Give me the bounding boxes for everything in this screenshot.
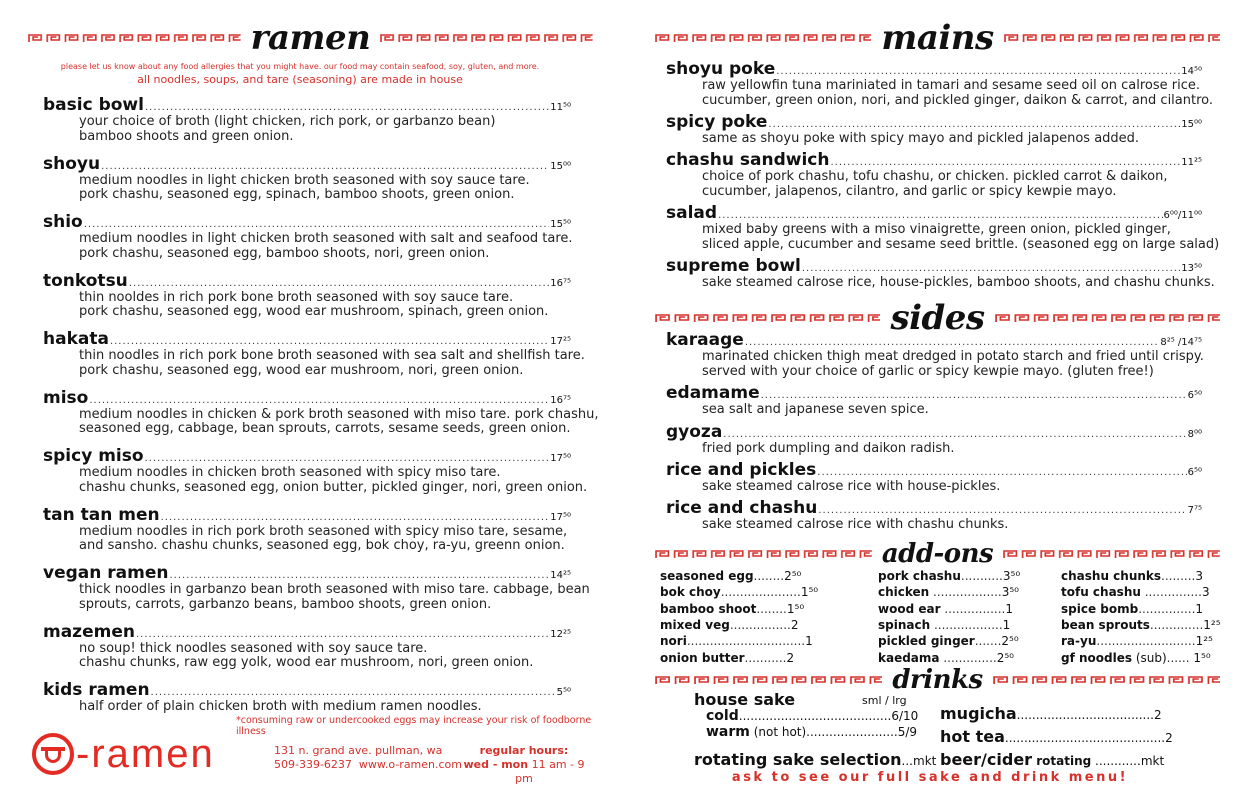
menu-item-name: basic bowl	[43, 95, 144, 115]
menu-item-description: sliced apple, cucumber and sesame seed brittle. (seasoned egg on large salad)	[702, 236, 1220, 252]
leader-dots	[129, 278, 549, 289]
menu-item-name: shoyu	[43, 153, 101, 174]
hours-label: regular hours:	[479, 744, 569, 757]
menu-item-header	[43, 95, 571, 115]
menu-item-description: cucumber, jalapenos, cilantro, and garlic or spicy kewpie mayo.	[702, 183, 1117, 199]
menu-item-name: hakata	[43, 329, 109, 349]
mains-sides-column	[620, 0, 1240, 802]
menu-item	[43, 680, 571, 715]
ramen-bowl-logo-icon	[32, 733, 74, 775]
addon-item: pork chashu...........3⁵⁰	[878, 569, 1021, 583]
menu-item-name: shio	[43, 212, 83, 232]
menu-item	[666, 330, 1202, 379]
menu-item-description: and sansho. chashu chunks, seasoned egg, bok choy, ra-yu, greenn onion.	[79, 538, 565, 553]
greek-key-border	[1004, 33, 1220, 43]
menu-item-price: 16⁷⁵	[550, 394, 571, 406]
menu-item-header	[43, 446, 571, 466]
menu-item	[666, 59, 1214, 108]
menu-item-price: 15⁵⁰	[550, 219, 571, 230]
menu-item	[666, 498, 1202, 533]
leader-dots	[776, 66, 1180, 77]
greek-key-border	[655, 313, 880, 323]
menu-item-header	[666, 150, 1202, 170]
addon-item: pickled ginger.......2⁵⁰	[878, 634, 1019, 649]
menu-item-header	[666, 203, 1202, 223]
leader-dots	[768, 119, 1180, 130]
menu-item-price: 14⁵⁰	[1181, 66, 1202, 77]
addon-item: bean sprouts..............1²⁵	[1061, 617, 1221, 632]
leader-dots	[802, 263, 1180, 274]
menu-item-name: spicy miso	[43, 446, 144, 466]
addon-item: kaedama ..............2⁵⁰	[878, 650, 1014, 665]
ramen-header	[28, 18, 593, 58]
menu-item-description: sake steamed calrose rice with house-pickles.	[702, 479, 1001, 494]
menu-item-description: thick noodles in garbanzo bean broth seasoned with miso tare. cabbage, bean	[79, 582, 590, 597]
addon-item: onion butter...........2	[660, 650, 795, 665]
leader-dots	[101, 161, 549, 172]
addon-item: mixed veg................2	[660, 617, 799, 632]
menu-item-description: medium noodles in chicken & pork broth seasoned with miso tare. pork chashu,	[79, 406, 599, 422]
addon-item: ra-yu..........................1²⁵	[1061, 634, 1213, 649]
menu-item-price: 13⁵⁰	[1181, 263, 1202, 274]
menu-item	[666, 256, 1215, 291]
leader-dots	[136, 629, 549, 640]
menu-item-price: 6⁵⁰	[1187, 390, 1202, 401]
menu-item-header	[666, 498, 1202, 518]
phone-website: 509-339-6237 www.o-ramen.com	[274, 758, 463, 771]
hours-detail: wed - mon 11 am - 9 pm	[463, 758, 585, 785]
menu-item-name: rice and pickles	[666, 460, 817, 480]
leader-dots	[161, 512, 550, 523]
menu-item	[43, 271, 571, 320]
leader-dots	[89, 395, 549, 406]
addon-item: tofu chashu ...............3	[1061, 585, 1210, 600]
menu-item-header	[43, 212, 571, 232]
menu-item-description: half order of plain chicken broth with medium ramen noodles.	[79, 699, 482, 714]
menu-item-header	[43, 680, 571, 700]
addon-item: spice bomb...............1	[1061, 601, 1204, 616]
hours-block	[462, 744, 586, 786]
menu-item-price: 11⁵⁰	[550, 102, 571, 113]
menu-item-name: chashu sandwich	[666, 150, 830, 170]
menu-item-header	[666, 460, 1202, 480]
menu-item-name: edamame	[666, 383, 760, 403]
menu-item	[666, 422, 1202, 457]
menu-item	[43, 154, 571, 203]
leader-dots	[723, 429, 1186, 440]
menu-item-header	[43, 563, 571, 583]
menu-item-description: sake steamed calrose rice, house-pickles, bamboo shoots, and chashu chunks.	[702, 275, 1215, 290]
menu-item-name: mazemen	[43, 621, 135, 642]
menu-item-description: bamboo shoots and green onion.	[79, 128, 294, 144]
greek-key-border	[655, 33, 871, 43]
mugicha-row: mugicha....................................2	[940, 704, 1162, 723]
addons-title: add-ons	[881, 539, 994, 569]
leader-dots	[830, 157, 1180, 168]
hot-tea-row: hot tea..........................................2	[940, 727, 1173, 746]
addon-item: chicken ..................3⁵⁰	[878, 585, 1019, 600]
menu-item	[43, 563, 590, 612]
ramen-title: ramen	[250, 18, 371, 58]
menu-item-name: salad	[666, 203, 718, 223]
leader-dots	[818, 505, 1186, 516]
menu-item-description: medium noodles in light chicken broth seasoned with soy sauce tare.	[79, 172, 530, 188]
sake-warm-row: warm (not hot)........................5/9	[706, 724, 918, 740]
menu-item-description: pork chashu, seasoned egg, wood ear mushroom, nori, green onion.	[79, 362, 524, 378]
menu-item	[43, 505, 571, 554]
addon-item: wood ear ................1	[878, 601, 1013, 616]
menu-item-description: marinated chicken thigh meat dredged in potato starch and fried until crispy.	[702, 349, 1204, 364]
ask-drink-menu-banner: ask to see our full sake and drink menu!	[731, 770, 1129, 785]
leader-dots	[110, 336, 549, 347]
menu-item-price: 6⁰⁰/11⁰⁰	[1163, 210, 1202, 221]
menu-item-price: 15⁰⁰	[550, 160, 571, 172]
menu-item-price: 17⁵⁰	[550, 453, 571, 464]
house-sake-label: house sake	[694, 690, 796, 709]
menu-item-description: thin nooldes in rich pork bone broth seasoned with soy sauce tare.	[79, 289, 514, 305]
menu-item-name: karaage	[666, 330, 744, 350]
leader-dots	[817, 467, 1186, 478]
addon-item: bamboo shoot........1⁵⁰	[660, 601, 805, 616]
greek-key-border	[28, 33, 241, 43]
leader-dots	[169, 570, 549, 581]
greek-key-border	[655, 549, 872, 559]
menu-item-name: vegan ramen	[43, 563, 169, 583]
menu-item-description: pork chashu, seasoned egg, wood ear mushroom, spinach, green onion.	[79, 304, 549, 319]
menu-item-description: same as shoyu poke with spicy mayo and pickled jalapenos added.	[702, 131, 1140, 146]
menu-item-description: seasoned egg, cabbage, bean sprouts, carrots, sesame seeds, green onion.	[79, 421, 571, 436]
addon-item: bok choy.....................1⁵⁰	[660, 585, 819, 600]
menu-item-name: tonkotsu	[43, 270, 128, 291]
menu-item-header	[666, 422, 1202, 442]
addon-item: spinach ..................1	[878, 617, 1011, 632]
greek-key-border	[995, 313, 1220, 323]
menu-item-header	[43, 388, 571, 408]
menu-item-name: shoyu poke	[666, 59, 776, 79]
leader-dots	[151, 687, 556, 698]
menu-item-description: cucumber, green onion, nori, and pickled ginger, daikon & carrot, and cilantro.	[702, 92, 1214, 108]
greek-key-border	[380, 33, 593, 43]
leader-dots	[145, 102, 549, 113]
menu-item-description: thin noodles in rich pork bone broth seasoned with sea salt and shellfish tare.	[79, 348, 585, 363]
house-made-notice: all noodles, soups, and tare (seasoning) are made in house	[137, 73, 463, 86]
sake-cold-row: cold........................................6/10	[706, 708, 919, 724]
menu-item-name: supreme bowl	[666, 256, 801, 276]
menu-item	[43, 446, 588, 495]
mains-title: mains	[881, 18, 994, 58]
address-block	[274, 744, 462, 772]
menu-item-description: raw yellowfin tuna mariniated in tamari and sesame seed oil on calrose rice.	[702, 78, 1201, 93]
menu-item-description: sea salt and japanese seven spice.	[702, 402, 929, 417]
menu-item	[43, 95, 571, 144]
menu-item-price: 7⁷⁵	[1187, 505, 1202, 516]
menu-item-header	[666, 112, 1202, 132]
menu-item-description: pork chashu, seasoned egg, bamboo shoots, nori, green onion.	[79, 245, 490, 261]
menu-item-description: medium noodles in rich pork broth seasoned with spicy miso tare, sesame,	[79, 523, 568, 539]
menu-item-description: fried pork dumpling and daikon radish.	[702, 441, 955, 456]
menu-item-name: miso	[43, 387, 89, 408]
menu-item-name: kids ramen	[43, 680, 150, 700]
menu-item-description: served with your choice of garlic or spicy kewpie mayo. (gluten free!)	[702, 363, 1154, 379]
menu-item-price: 5⁵⁰	[556, 687, 571, 698]
menu-item-name: spicy poke	[666, 112, 768, 132]
menu-item-description: sake steamed calrose rice with chashu chunks.	[702, 517, 1009, 532]
menu-item-price: 6⁵⁰	[1187, 467, 1202, 478]
menu-item-price: 14²⁵	[550, 570, 571, 581]
leader-dots	[718, 210, 1162, 221]
leader-dots	[761, 390, 1187, 401]
rotating-sake-row: rotating sake selection...mkt	[694, 750, 937, 769]
menu-item-header	[43, 154, 571, 174]
menu-item	[43, 622, 571, 671]
menu-item-description: medium noodles in light chicken broth seasoned with salt and seafood tare.	[79, 231, 573, 246]
sides-title: sides	[890, 298, 985, 338]
leader-dots	[84, 219, 550, 230]
addon-item: gf noodles (sub)...... 1⁵⁰	[1061, 650, 1211, 665]
street-address: 131 n. grand ave. pullman, wa	[274, 744, 443, 757]
greek-key-border	[655, 675, 882, 685]
menu-item-description: your choice of broth (light chicken, rich pork, or garbanzo bean)	[79, 114, 496, 129]
menu-item-description: sprouts, carrots, garbanzo beans, bamboo shoots, green onion.	[79, 596, 492, 612]
menu-item-price: 8²⁵ /14⁷⁵	[1160, 337, 1202, 348]
leader-dots	[145, 453, 550, 464]
greek-key-border	[993, 675, 1220, 685]
allergy-notice: please let us know about any food allergies that you might have. our food may contain seafood, soy, gluten, and more.	[60, 62, 540, 71]
menu-item-price: 12²⁵	[550, 628, 571, 640]
raw-egg-footnote: *consuming raw or undercooked eggs may increase your risk of foodborne illness	[236, 715, 592, 737]
menu-item	[666, 203, 1220, 252]
menu-item	[666, 112, 1202, 147]
menu-item-price: 17²⁵	[550, 336, 571, 347]
menu-item-header	[666, 330, 1202, 350]
menu-item-header	[666, 256, 1202, 276]
logo-text: -ramen	[76, 732, 215, 776]
addon-item: chashu chunks.........3	[1061, 569, 1204, 583]
menu-item-price: 15⁰⁰	[1181, 119, 1202, 130]
addon-item: seasoned egg........2⁵⁰	[660, 569, 802, 583]
menu-item	[43, 329, 585, 378]
menu-item-description: choice of pork chashu, tofu chashu, or chicken. pickled carrot & daikon,	[702, 169, 1168, 184]
size-label: sml / lrg	[862, 694, 907, 707]
menu-item	[666, 460, 1202, 495]
menu-item	[666, 150, 1202, 199]
menu-item-description: mixed baby greens with a miso vinaigrette, green onion, pickled ginger,	[702, 222, 1171, 237]
drinks-title: drinks	[892, 665, 983, 695]
menu-item-price: 16⁷⁵	[550, 277, 571, 289]
menu-item-header	[43, 271, 571, 291]
menu-item	[666, 383, 1202, 418]
addon-item: nori...............................1	[660, 634, 813, 649]
menu-item-header	[43, 329, 571, 349]
menu-item-description: pork chashu, seasoned egg, spinach, bamboo shoots, green onion.	[79, 187, 515, 202]
menu-item	[43, 387, 599, 437]
menu-item-description: medium noodles in chicken broth seasoned with spicy miso tare.	[79, 465, 501, 480]
menu-item-description: chashu chunks, raw egg yolk, wood ear mushroom, nori, green onion.	[79, 655, 534, 670]
leader-dots	[745, 337, 1160, 348]
beer-cider-row: beer/cider rotating ............mkt	[940, 750, 1165, 769]
greek-key-border	[1003, 549, 1220, 559]
menu-item-price: 8⁰⁰	[1187, 429, 1202, 440]
menu-item-header	[666, 59, 1202, 79]
menu-item-header	[666, 383, 1202, 403]
mains-header	[655, 18, 1220, 58]
menu-item-description: no soup! thick noodles seasoned with soy sauce tare.	[79, 640, 428, 656]
menu-item-price: 11²⁵	[1181, 157, 1202, 168]
menu-item	[43, 212, 571, 261]
menu-item-price: 17⁵⁰	[550, 511, 571, 523]
addons-header	[655, 534, 1220, 574]
menu-item-header	[43, 622, 571, 642]
menu-item-name: gyoza	[666, 422, 723, 442]
o-ramen-logo	[32, 733, 215, 775]
menu-item-header	[43, 505, 571, 525]
menu-item-description: chashu chunks, seasoned egg, onion butter, pickled ginger, nori, green onion.	[79, 479, 588, 495]
menu-item-name: tan tan men	[43, 504, 160, 525]
menu-item-name: rice and chashu	[666, 498, 818, 518]
